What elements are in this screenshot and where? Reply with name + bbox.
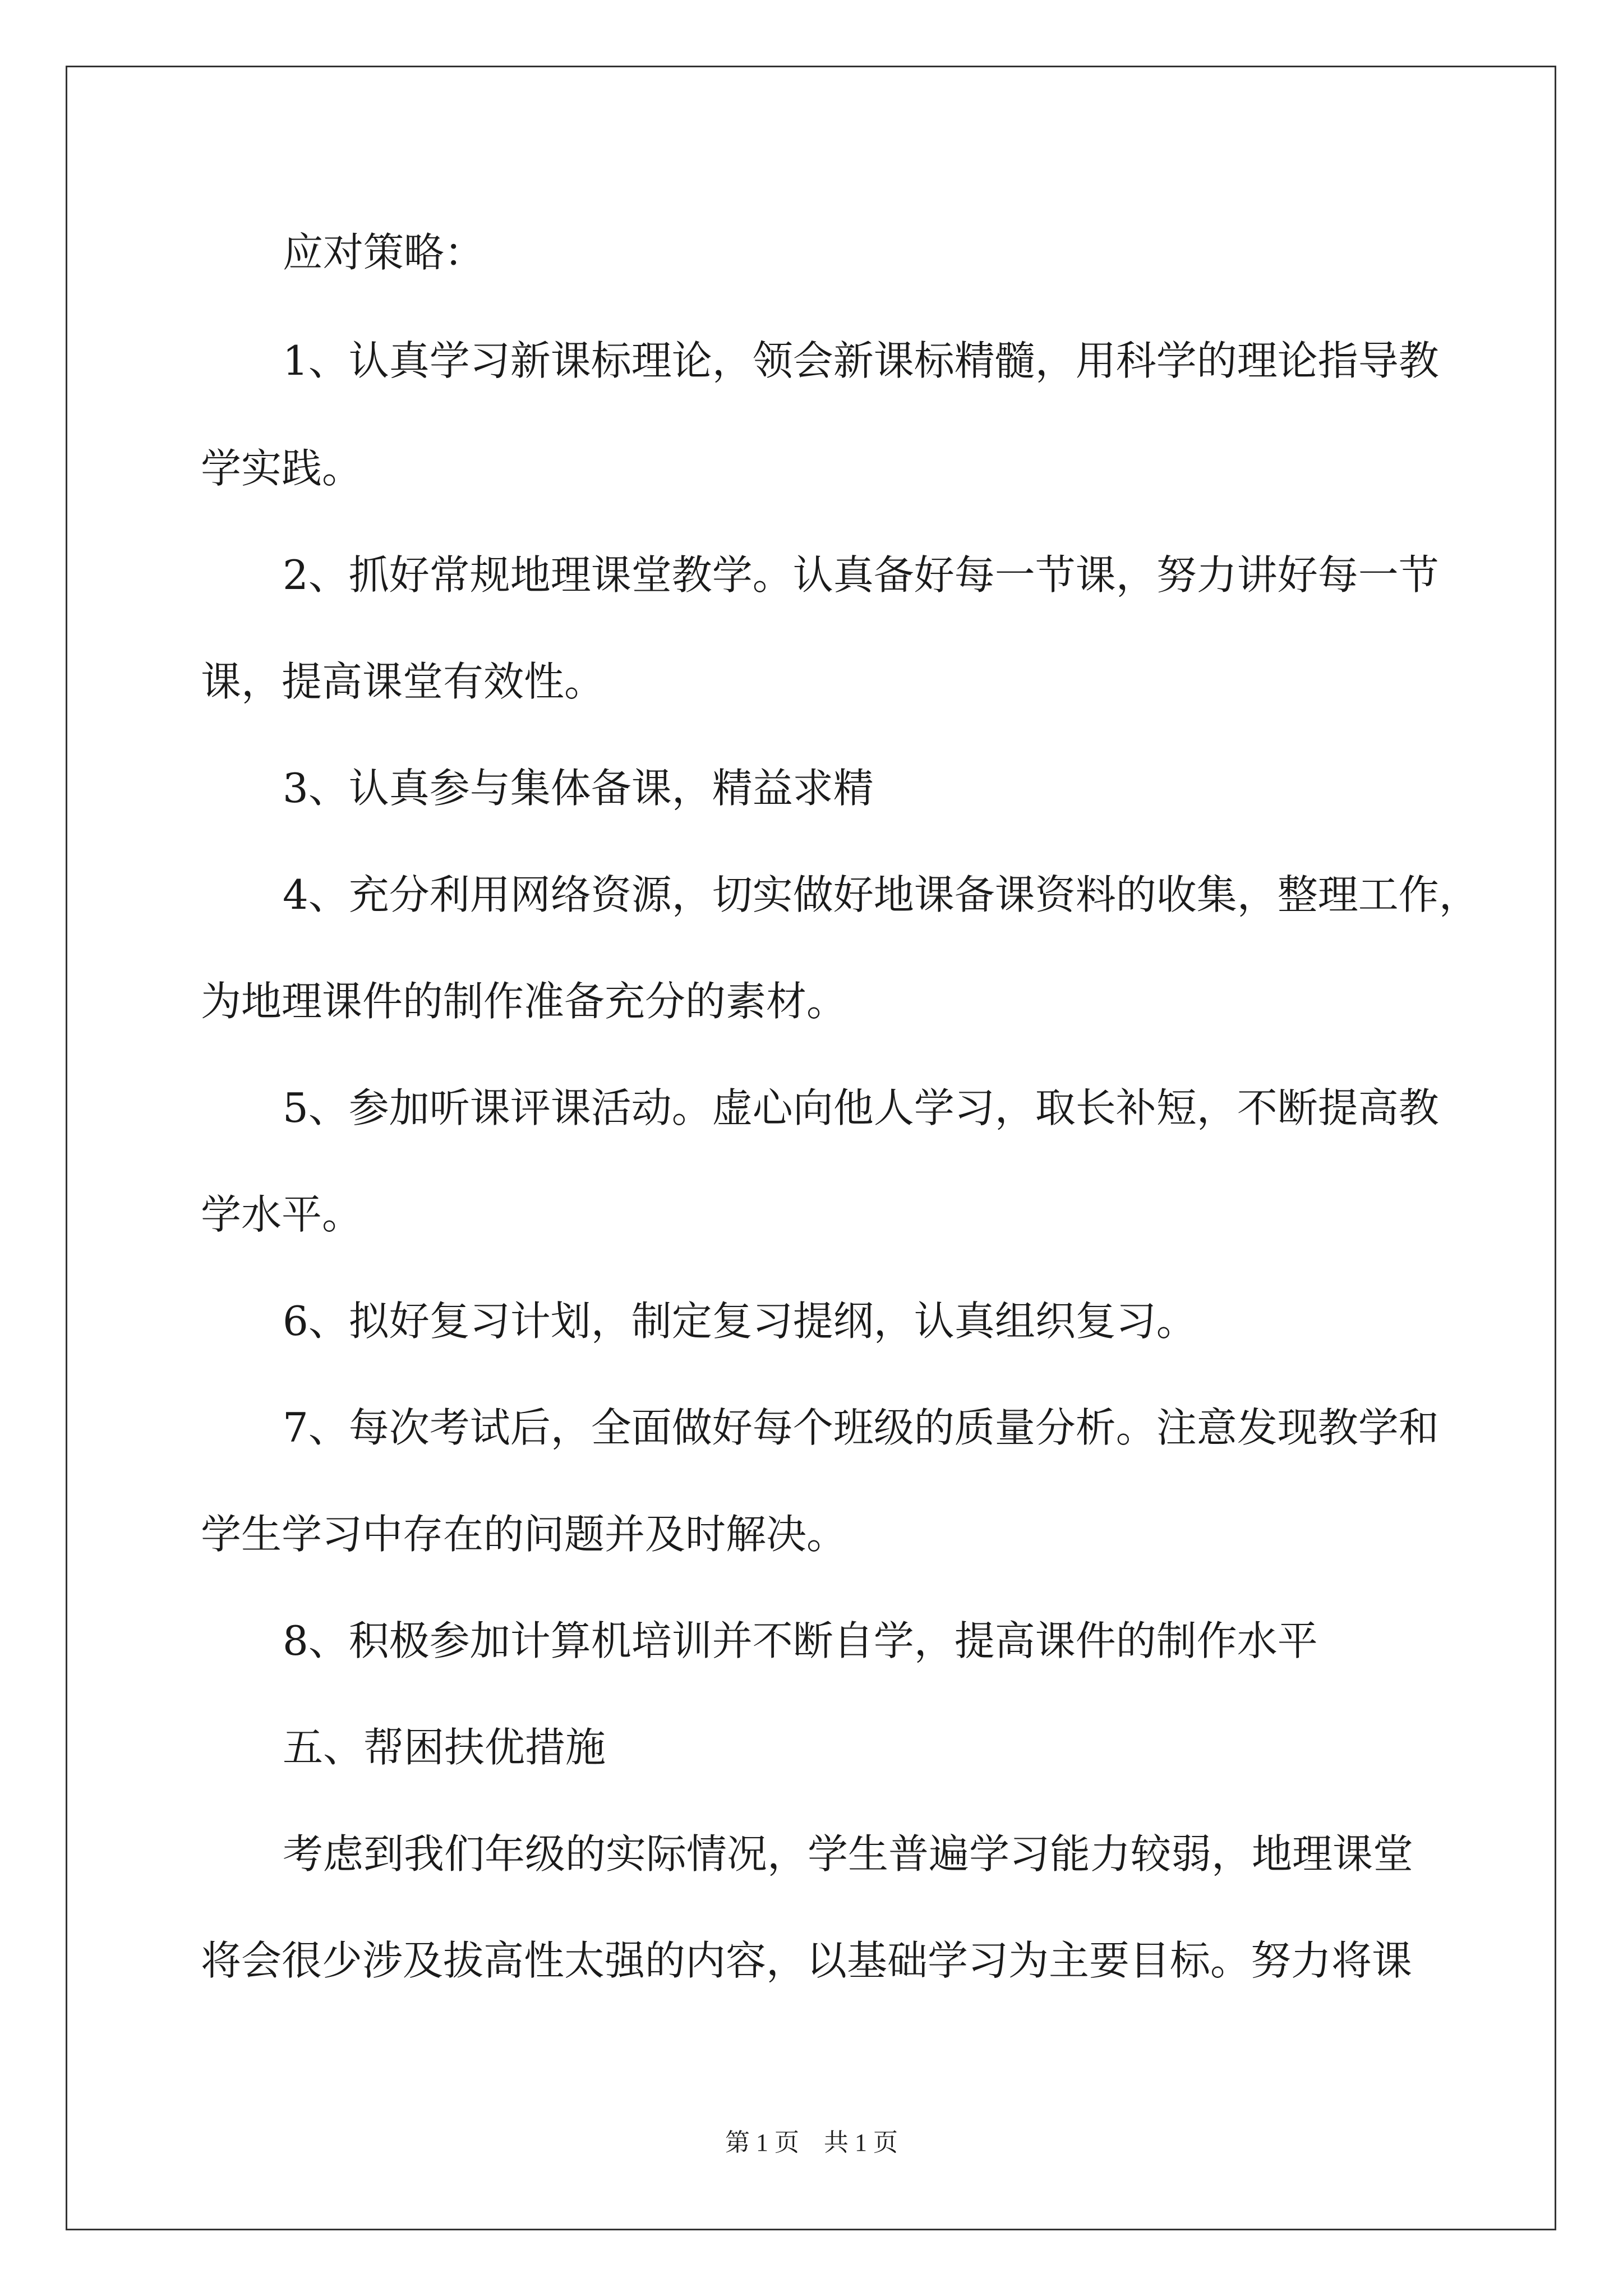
paragraph-line: 考虑到我们年级的实际情况，学生普遍学习能力较弱，地理课堂 xyxy=(283,1830,1414,1878)
paragraph-line: 5、参加听课评课活动。虚心向他人学习，取长补短，不断提高教 xyxy=(283,1084,1439,1131)
section-heading: 五、帮困扶优措施 xyxy=(283,1724,606,1771)
paragraph-line: 学实践。 xyxy=(201,445,363,492)
paragraph-line: 学生学习中存在的问题并及时解决。 xyxy=(201,1511,847,1558)
paragraph-line: 4、充分利用网络资源，切实做好地课备课资料的收集，整理工作， xyxy=(283,871,1479,918)
page-border xyxy=(66,66,1556,2230)
paragraph-line: 6、拟好复习计划，制定复习提纲，认真组织复习。 xyxy=(283,1297,1197,1345)
paragraph-line: 学水平。 xyxy=(201,1191,363,1238)
paragraph-line: 2、抓好常规地理课堂教学。认真备好每一节课，努力讲好每一节 xyxy=(283,551,1439,599)
paragraph-line: 7、每次考试后，全面做好每个班级的质量分析。注意发现教学和 xyxy=(283,1404,1439,1451)
paragraph-line: 3、认真参与集体备课，精益求精 xyxy=(283,765,874,812)
paragraph-line: 将会很少涉及拔高性太强的内容，以基础学习为主要目标。努力将课 xyxy=(201,1937,1413,1984)
page-footer: 第 1 页 共 1 页 xyxy=(725,2129,898,2156)
paragraph-line: 8、积极参加计算机培训并不断自学，提高课件的制作水平 xyxy=(283,1617,1318,1664)
paragraph-line: 1、认真学习新课标理论，领会新课标精髓，用科学的理论指导教 xyxy=(283,337,1439,384)
paragraph-line: 课，提高课堂有效性。 xyxy=(201,658,605,705)
paragraph-line: 为地理课件的制作准备充分的素材。 xyxy=(201,978,847,1025)
strategy-heading: 应对策略： xyxy=(283,229,485,276)
